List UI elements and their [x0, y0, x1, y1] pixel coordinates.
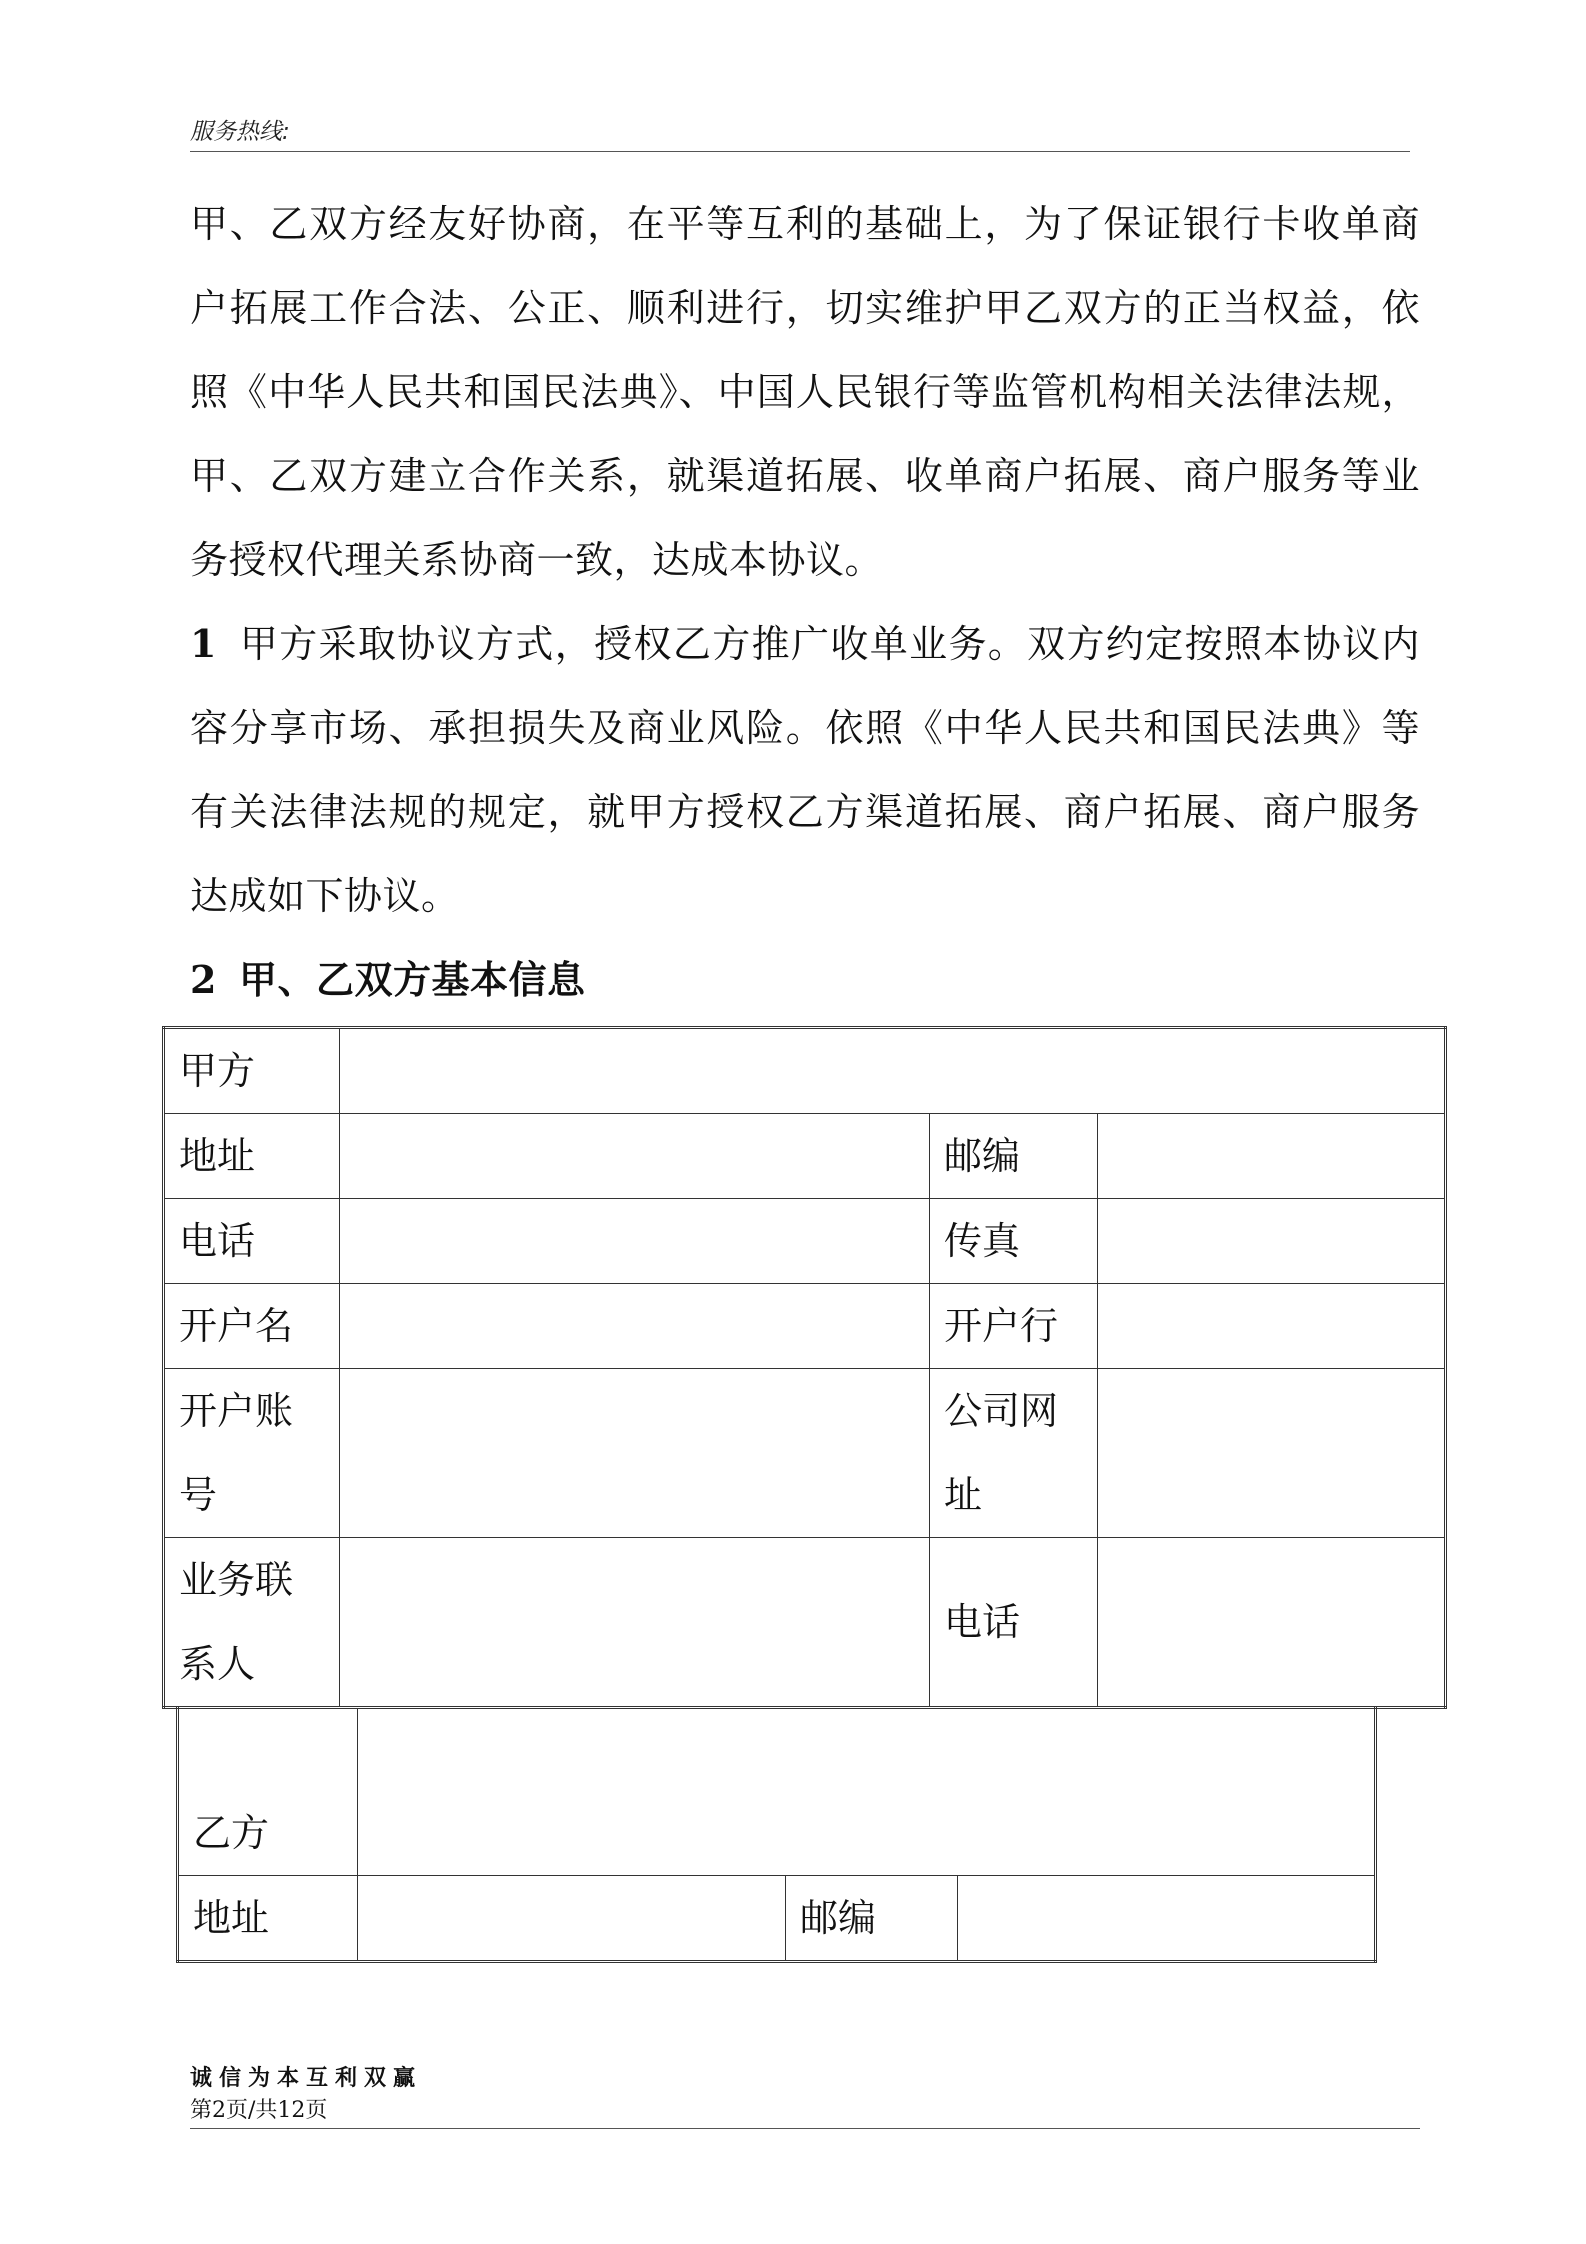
header-divider — [190, 151, 1410, 152]
party-a-website-label — [930, 1369, 1098, 1538]
clause-1-number: 1 — [190, 621, 217, 666]
clause-1-text: 甲方采取协议方式，授权乙方推广收单业务。双方约定按照本协议内容分享市场、承担损失及商业风险。依照《中华人民共和国民法典》等有关法律法规的规定，就甲方授权乙方渠道拓展、商户拓展、商户服务达成如下协议。 — [190, 622, 1420, 918]
website-line-1: 公司网 — [944, 1389, 1059, 1433]
party-b-label: 乙方 — [178, 1708, 358, 1876]
party-b-name-field[interactable] — [358, 1708, 1376, 1876]
party-a-phone-label: 电话 — [164, 1199, 340, 1284]
footer-slogan: 诚信为本互利双赢 — [190, 2065, 423, 2091]
party-b-info-table — [176, 1706, 1377, 1963]
contact-line-2: 系人 — [179, 1642, 256, 1686]
party-a-account-name-label: 开户名 — [164, 1284, 340, 1369]
party-a-account-number-label — [164, 1369, 340, 1538]
party-a-fax-label: 传真 — [930, 1199, 1098, 1284]
party-a-contact-phone-label: 电话 — [930, 1538, 1098, 1708]
party-b-address-field[interactable] — [358, 1876, 786, 1962]
clause-2-heading — [190, 938, 1420, 1022]
party-a-label: 甲方 — [164, 1028, 340, 1114]
party-b-postcode-label: 邮编 — [786, 1876, 958, 1962]
clause-1 — [190, 602, 1420, 938]
account-number-line-1: 开户账 — [179, 1389, 294, 1433]
page-number: 第2页/共12页 — [190, 2098, 328, 2123]
party-a-bank-field[interactable] — [1098, 1284, 1446, 1369]
party-b-postcode-field[interactable] — [958, 1876, 1376, 1962]
party-a-bank-label: 开户行 — [930, 1284, 1098, 1369]
party-a-contact-phone-field[interactable] — [1098, 1538, 1446, 1708]
party-a-phone-field[interactable] — [340, 1199, 930, 1284]
clause-2-title: 甲、乙双方基本信息 — [238, 957, 586, 1002]
intro-paragraph: 甲、乙双方经友好协商，在平等互利的基础上，为了保证银行卡收单商户拓展工作合法、公正、顺利进行，切实维护甲乙双方的正当权益，依照《中华人民共和国民法典》、中国人民银行等监管机构相关法律法规，甲、乙双方建立合作关系，就渠道拓展、收单商户拓展、商户服务等业务授权代理关系协商一致，达成本协议。 — [190, 202, 1420, 582]
party-a-name-field[interactable] — [340, 1028, 1446, 1114]
party-a-contact-label — [164, 1538, 340, 1708]
party-a-fax-field[interactable] — [1098, 1199, 1446, 1284]
clause-2-number: 2 — [190, 957, 217, 1002]
party-a-account-name-field[interactable] — [340, 1284, 930, 1369]
party-a-postcode-label: 邮编 — [930, 1114, 1098, 1199]
party-b-address-label: 地址 — [178, 1876, 358, 1962]
party-a-address-label: 地址 — [164, 1114, 340, 1199]
footer-divider — [190, 2128, 1420, 2129]
account-number-line-2: 号 — [179, 1473, 218, 1517]
party-a-contact-field[interactable] — [340, 1538, 930, 1708]
website-line-2: 址 — [944, 1473, 983, 1517]
party-a-postcode-field[interactable] — [1098, 1114, 1446, 1199]
party-a-account-number-field[interactable] — [340, 1369, 930, 1538]
contact-line-1: 业务联 — [179, 1558, 294, 1602]
header-hotline-label: 服务热线: — [190, 119, 290, 145]
party-a-address-field[interactable] — [340, 1114, 930, 1199]
party-a-website-field[interactable] — [1098, 1369, 1446, 1538]
party-a-info-table — [162, 1026, 1447, 1709]
